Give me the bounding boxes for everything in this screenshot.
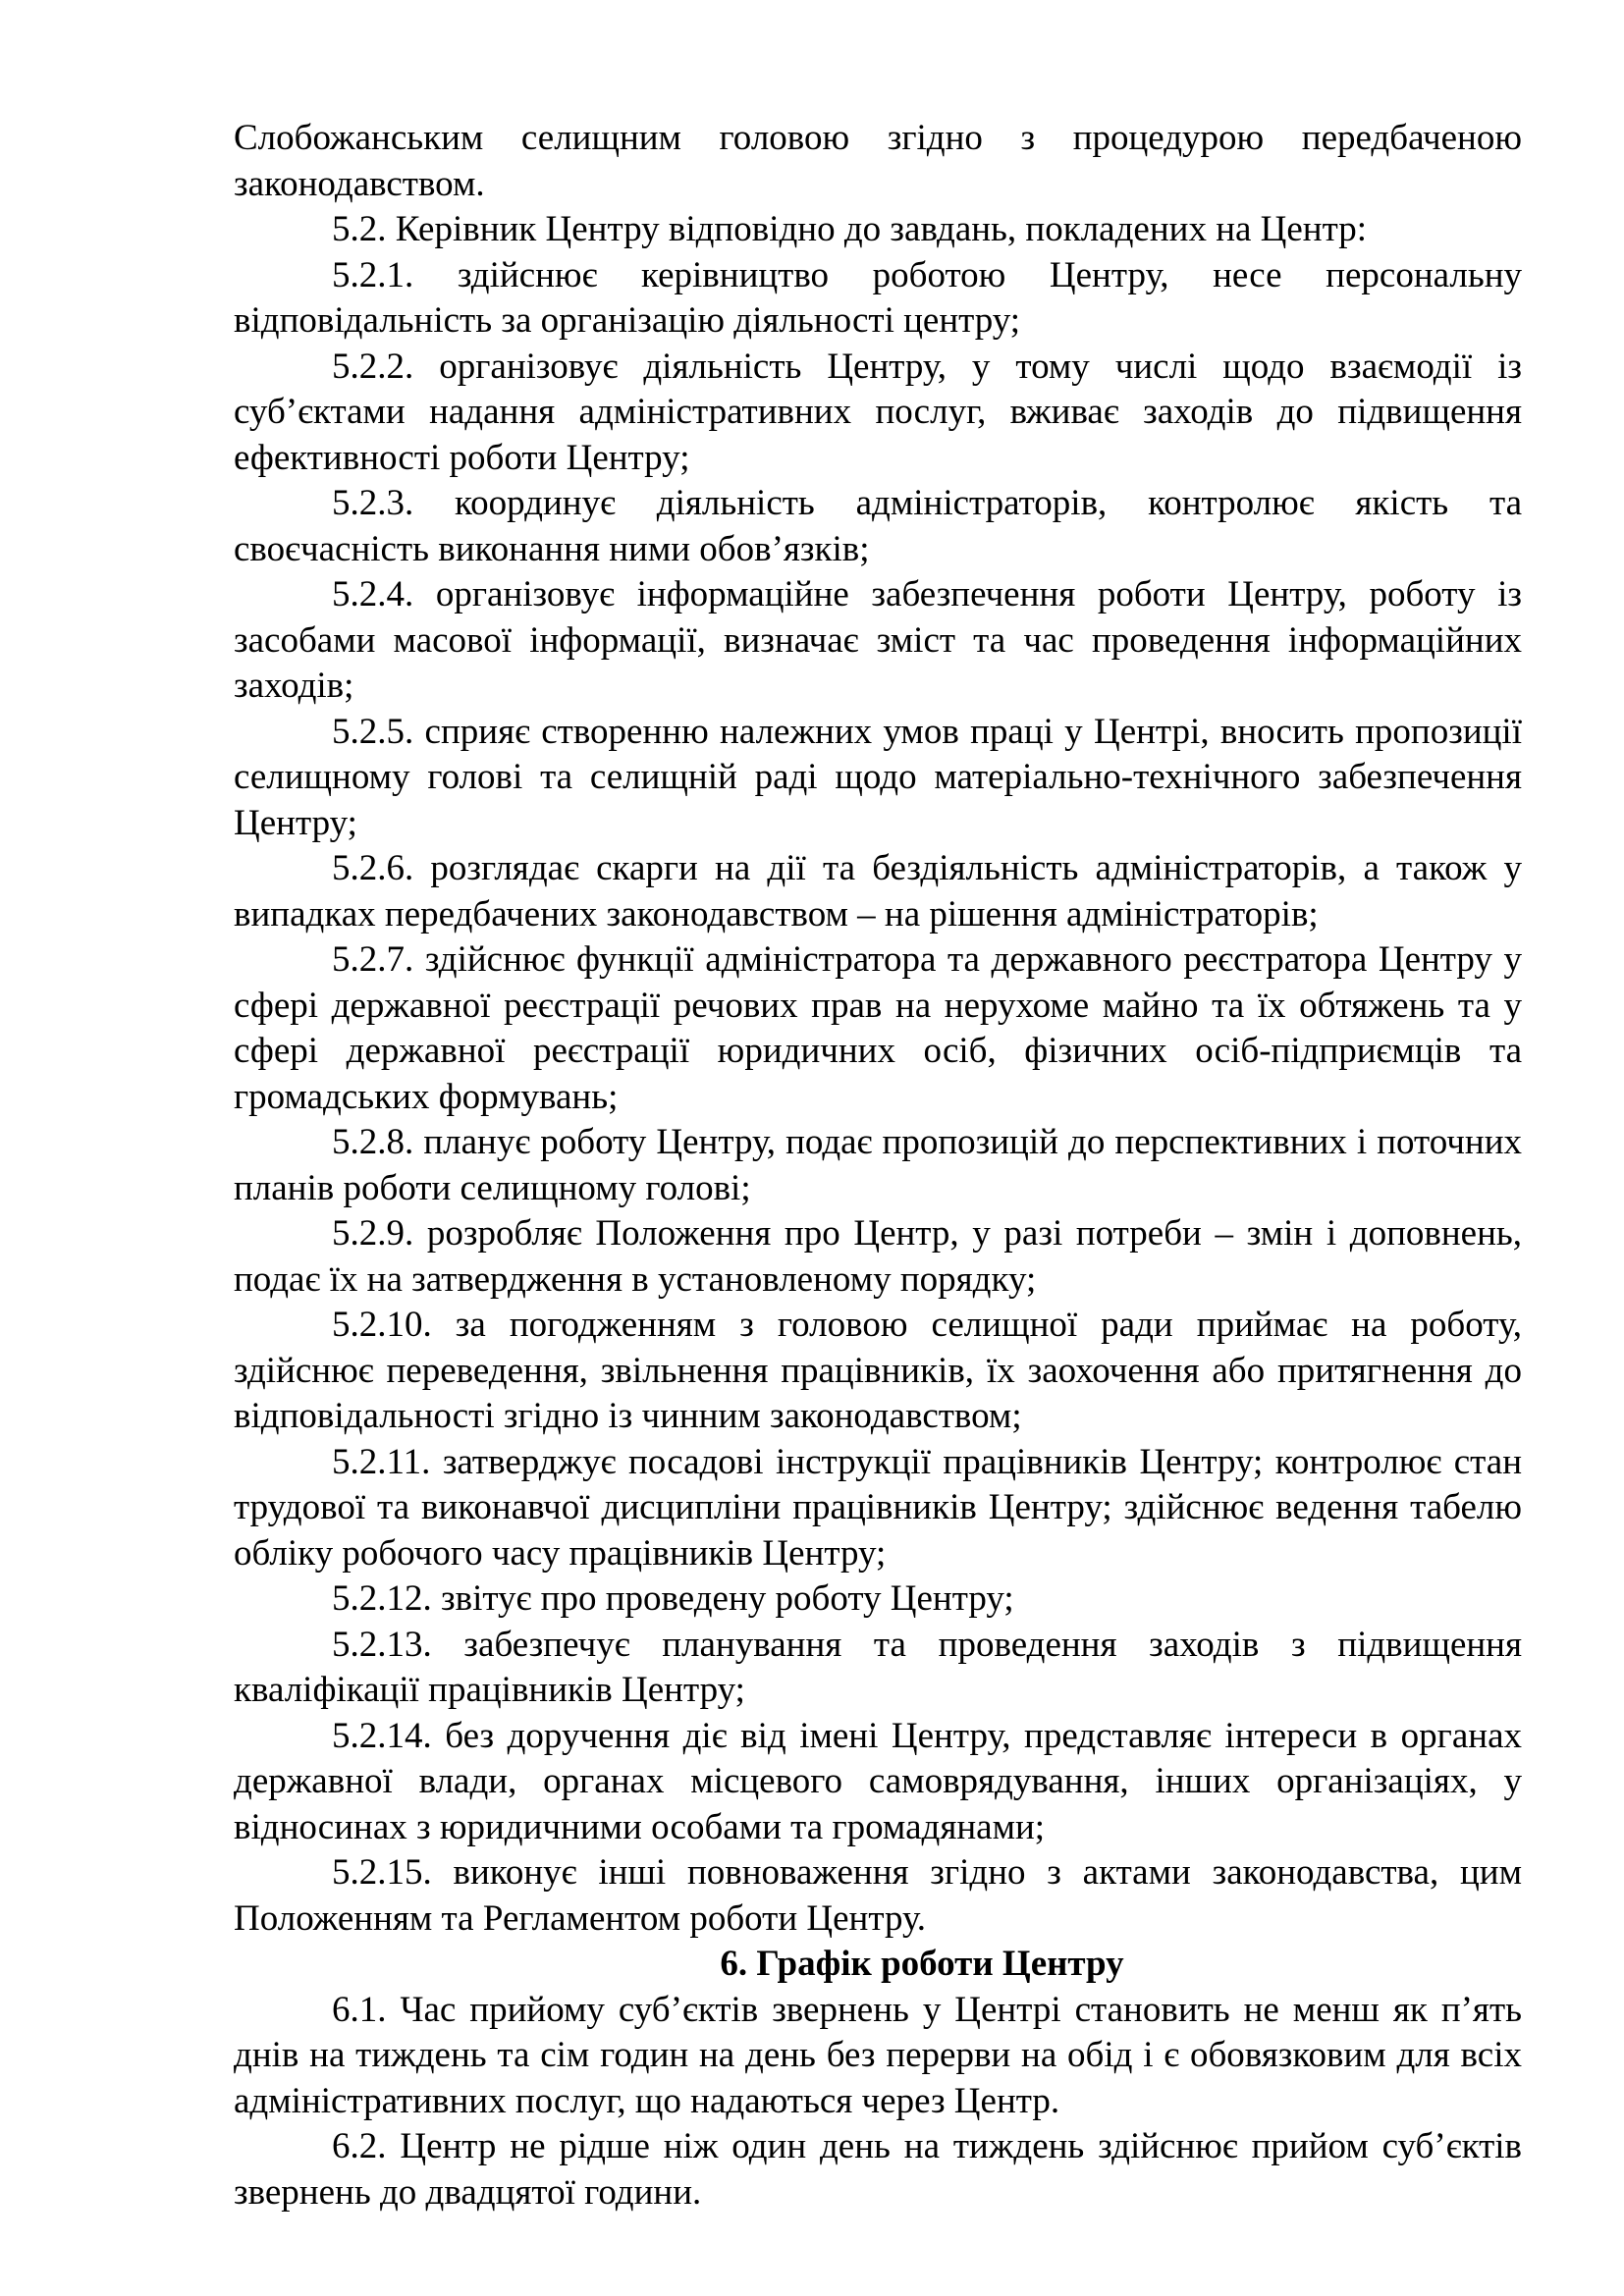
paragraph-5-2-4: 5.2.4. організовує інформаційне забезпечення роботи Центру, роботу із засобами масової інформації, визначає зміст та час проведення інформаційних заходів; (234, 574, 1522, 706)
paragraph-5-2-5: 5.2.5. сприяє створенню належних умов праці у Центрі, вносить пропозиції селищному голові та селищній раді щодо матеріально-технічного забезпечення Центру; (234, 711, 1522, 843)
paragraph-5-2-13: 5.2.13. забезпечує планування та проведення заходів з підвищення кваліфікації працівників Центру; (234, 1624, 1522, 1710)
paragraph-continuation: Слобожанським селищним головою згідно з процедурою передбаченою законодавством. (234, 118, 1522, 204)
paragraph-5-2-11: 5.2.11. затверджує посадові інструкції працівників Центру; контролює стан трудової та виконавчої дисципліни працівників Центру; здійснює ведення табелю обліку робочого часу працівників Центру; (234, 1441, 1522, 1574)
paragraph-6-2: 6.2. Центр не рідше ніж один день на тиждень здійснює прийом суб’єктів звернень до двадцятої години. (234, 2126, 1522, 2213)
paragraph-5-2: 5.2. Керівник Центру відповідно до завдань, покладених на Центр: (332, 209, 1368, 249)
paragraph-5-2-6: 5.2.6. розглядає скарги на дії та бездіяльність адміністраторів, а також у випадках передбачених законодавством – на рішення адміністраторів; (234, 848, 1522, 934)
section-heading: 6. Графік роботи Центру (720, 1944, 1124, 1984)
paragraph-5-2-12: 5.2.12. звітує про проведену роботу Центру; (332, 1578, 1014, 1619)
paragraph-5-2-9: 5.2.9. розробляє Положення про Центр, у разі потреби – змін і доповнень, подає їх на затвердження в установленому порядку; (234, 1213, 1522, 1300)
document-page (234, 116, 1522, 2216)
paragraph-5-2-14: 5.2.14. без доручення діє від імені Центру, представляє інтереси в органах державної влади, органах місцевого самоврядування, інших організаціях, у відносинах з юридичними особами та громадянами; (234, 1715, 1522, 1847)
paragraph-5-2-2: 5.2.2. організовує діяльність Центру, у тому числі щодо взаємодії із суб’єктами надання адміністративних послуг, вживає заходів до підвищення ефективності роботи Центру; (234, 346, 1522, 478)
paragraph-5-2-8: 5.2.8. планує роботу Центру, подає пропозицій до перспективних і поточних планів роботи селищному голові; (234, 1122, 1522, 1208)
paragraph-5-2-7: 5.2.7. здійснює функції адміністратора та державного реєстратора Центру у сфері державної реєстрації речових прав на нерухоме майно та їх обтяжень та у сфері державної реєстрації юридичних осіб, фізичних осіб-підприємців та громадських формувань; (234, 939, 1522, 1117)
paragraph-6-1: 6.1. Час прийому суб’єктів звернень у Центрі становить не менш як п’ять днів на тиждень та сім годин на день без перерви на обід і є обовязковим для всіх адміністративних послуг, що надаються через Центр. (234, 1989, 1522, 2121)
paragraph-5-2-1: 5.2.1. здійснює керівництво роботою Центру, несе персональну відповідальність за організацію діяльності центру; (234, 254, 1522, 341)
paragraph-5-2-3: 5.2.3. координує діяльність адміністраторів, контролює якість та своєчасність виконання ними обов’язків; (234, 483, 1522, 569)
paragraph-5-2-10: 5.2.10. за погодженням з головою селищної ради приймає на роботу, здійснює переведення, звільнення працівників, їх заохочення або притягнення до відповідальності згідно із чинним законодавством; (234, 1305, 1522, 1436)
paragraph-5-2-15: 5.2.15. виконує інші повноваження згідно з актами законодавства, цим Положенням та Регламентом роботи Центру. (234, 1852, 1522, 1939)
